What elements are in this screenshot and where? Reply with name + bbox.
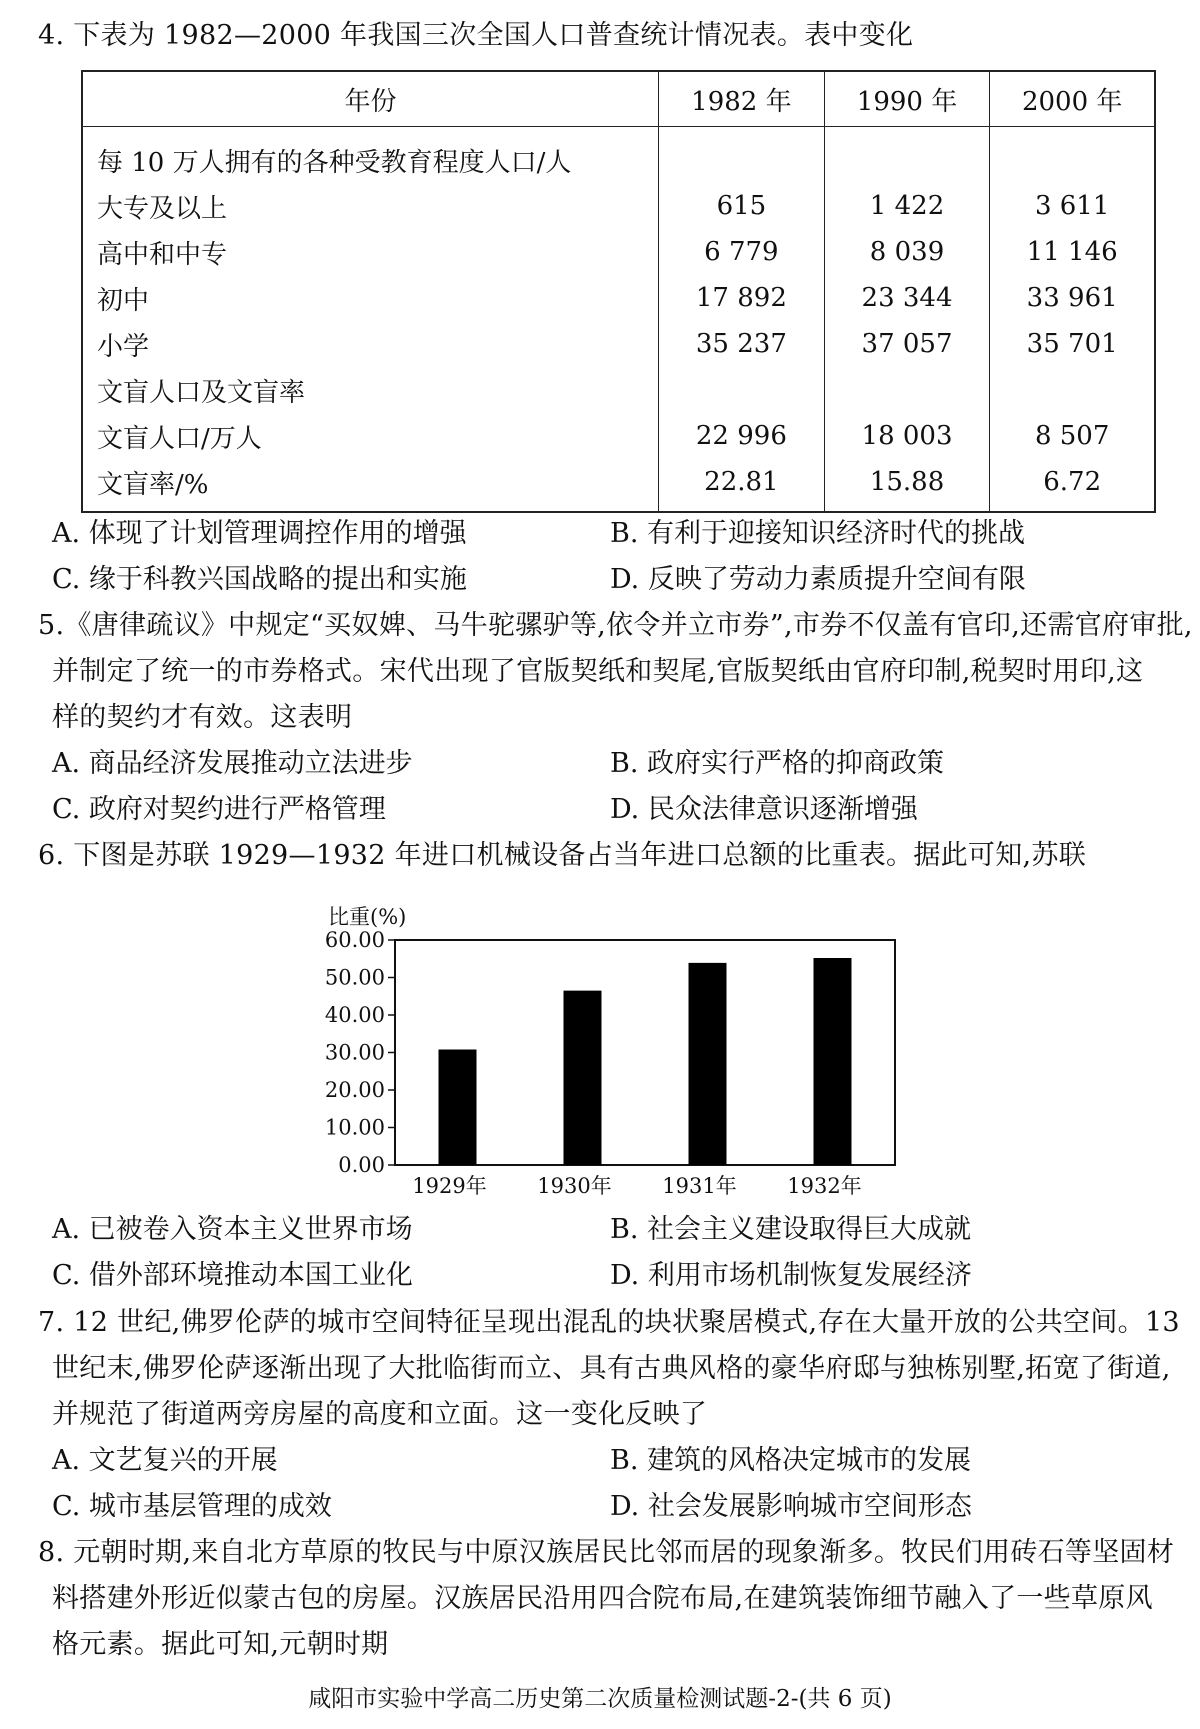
q8-line-2: 料搭建外形近似蒙古包的房屋。汉族居民沿用四合院布局,在建筑装饰细节融入了一些草原风 bbox=[52, 1583, 1153, 1614]
table-row bbox=[82, 321, 1155, 367]
q5-line-3: 样的契约才有效。这表明 bbox=[52, 702, 353, 733]
cell: 8 039 bbox=[824, 229, 990, 275]
census-table bbox=[81, 70, 1156, 513]
chart-x-tick-label: 1929年 bbox=[412, 1174, 487, 1198]
chart-bar bbox=[564, 991, 602, 1165]
q5-option-c[interactable]: C. 政府对契约进行严格管理 bbox=[52, 794, 386, 825]
cell bbox=[990, 367, 1155, 413]
q6-option-d[interactable]: D. 利用市场机制恢复发展经济 bbox=[610, 1260, 972, 1291]
q7-line-2: 世纪末,佛罗伦萨逐渐出现了大批临街而立、具有古典风格的豪华府邸与独栋别墅,拓宽了街道, bbox=[52, 1353, 1171, 1384]
chart-y-tick-label: 0.00 bbox=[338, 1153, 385, 1177]
cell bbox=[990, 127, 1155, 184]
chart-y-tick-label: 10.00 bbox=[324, 1115, 385, 1140]
cell: 22.81 bbox=[659, 459, 825, 512]
q8-line-1: 8. 元朝时期,来自北方草原的牧民与中原汉族居民比邻而居的现象渐多。牧民们用砖石等坚固材 bbox=[38, 1537, 1175, 1568]
q6-option-c[interactable]: C. 借外部环境推动本国工业化 bbox=[52, 1260, 413, 1291]
q4-option-c[interactable]: C. 缘于科教兴国战略的提出和实施 bbox=[52, 564, 467, 595]
table-row bbox=[82, 367, 1155, 413]
import-share-bar-chart bbox=[320, 890, 900, 1210]
q5-line-2: 并制定了统一的市券格式。宋代出现了官版契纸和契尾,官版契纸由官府印制,税契时用印,这 bbox=[52, 656, 1144, 687]
row-label: 高中和中专 bbox=[82, 229, 659, 275]
page-footer: 咸阳市实验中学高二历史第二次质量检测试题-2-(共 6 页) bbox=[308, 1686, 892, 1712]
header-1982: 1982 年 bbox=[659, 71, 825, 127]
table-row bbox=[82, 229, 1155, 275]
row-label: 大专及以上 bbox=[82, 183, 659, 229]
row-label: 小学 bbox=[82, 321, 659, 367]
table-row bbox=[82, 459, 1155, 512]
cell bbox=[659, 367, 825, 413]
cell: 17 892 bbox=[659, 275, 825, 321]
q7-line-1: 7. 12 世纪,佛罗伦萨的城市空间特征呈现出混乱的块状聚居模式,存在大量开放的公共空间。13 bbox=[38, 1307, 1180, 1338]
q4-option-b[interactable]: B. 有利于迎接知识经济时代的挑战 bbox=[610, 518, 1026, 549]
q5-option-b[interactable]: B. 政府实行严格的抑商政策 bbox=[610, 748, 945, 779]
cell: 6 779 bbox=[659, 229, 825, 275]
cell: 15.88 bbox=[824, 459, 990, 512]
table-row bbox=[82, 183, 1155, 229]
chart-y-tick-label: 50.00 bbox=[324, 965, 385, 990]
q7-option-a[interactable]: A. 文艺复兴的开展 bbox=[52, 1445, 278, 1476]
q5-option-a[interactable]: A. 商品经济发展推动立法进步 bbox=[52, 748, 413, 779]
q8-line-3: 格元素。据此可知,元朝时期 bbox=[52, 1629, 389, 1660]
q6-option-a[interactable]: A. 已被卷入资本主义世界市场 bbox=[52, 1214, 413, 1245]
row-label: 文盲人口及文盲率 bbox=[82, 367, 659, 413]
row-label: 初中 bbox=[82, 275, 659, 321]
header-year: 年份 bbox=[82, 71, 659, 127]
cell: 18 003 bbox=[824, 413, 990, 459]
row-label: 每 10 万人拥有的各种受教育程度人口/人 bbox=[82, 127, 659, 184]
chart-x-tick-label: 1930年 bbox=[537, 1174, 612, 1198]
cell bbox=[824, 367, 990, 413]
q7-line-3: 并规范了街道两旁房屋的高度和立面。这一变化反映了 bbox=[52, 1399, 708, 1430]
cell: 8 507 bbox=[1034, 421, 1110, 451]
cell: 615 bbox=[659, 183, 825, 229]
q4-option-a[interactable]: A. 体现了计划管理调控作用的增强 bbox=[52, 518, 467, 549]
chart-bar bbox=[814, 958, 852, 1165]
cell: 35 237 bbox=[659, 321, 825, 367]
cell: 6.72 bbox=[1043, 467, 1102, 497]
cell: 1 422 bbox=[824, 183, 990, 229]
q6-stem: 6. 下图是苏联 1929—1932 年进口机械设备占当年进口总额的比重表。据此可知,苏联 bbox=[38, 840, 1087, 871]
q6-option-b[interactable]: B. 社会主义建设取得巨大成就 bbox=[610, 1214, 972, 1245]
q4-option-d[interactable]: D. 反映了劳动力素质提升空间有限 bbox=[610, 564, 1026, 595]
chart-y-tick-label: 40.00 bbox=[324, 1003, 385, 1027]
cell: 23 344 bbox=[824, 275, 990, 321]
q7-option-b[interactable]: B. 建筑的风格决定城市的发展 bbox=[610, 1445, 972, 1476]
table-row bbox=[82, 275, 1155, 321]
table-row bbox=[82, 127, 1155, 184]
cell bbox=[824, 127, 990, 184]
q7-option-c[interactable]: C. 城市基层管理的成效 bbox=[52, 1491, 332, 1522]
cell: 3 611 bbox=[1034, 191, 1110, 221]
header-2000: 2000 年 bbox=[990, 71, 1155, 127]
row-label: 文盲率/% bbox=[82, 459, 659, 512]
table-row bbox=[82, 413, 1155, 459]
chart-y-tick-label: 60.00 bbox=[324, 928, 385, 952]
chart-bar bbox=[689, 963, 727, 1165]
chart-y-axis-label: 比重(%) bbox=[328, 905, 407, 929]
chart-x-tick-label: 1931年 bbox=[662, 1174, 737, 1198]
chart-y-tick-label: 20.00 bbox=[324, 1078, 385, 1102]
cell: 11 146 bbox=[1026, 237, 1118, 267]
header-1990: 1990 年 bbox=[824, 71, 990, 127]
chart-x-tick-label: 1932年 bbox=[787, 1174, 862, 1198]
row-label: 文盲人口/万人 bbox=[82, 413, 659, 459]
cell bbox=[659, 127, 825, 184]
cell: 22 996 bbox=[659, 413, 825, 459]
chart-y-tick-label: 30.00 bbox=[324, 1040, 385, 1065]
cell: 35 701 bbox=[1026, 329, 1118, 359]
q5-option-d[interactable]: D. 民众法律意识逐渐增强 bbox=[610, 794, 918, 825]
q7-option-d[interactable]: D. 社会发展影响城市空间形态 bbox=[610, 1491, 972, 1522]
cell: 37 057 bbox=[824, 321, 990, 367]
q5-line-1: 5.《唐律疏议》中规定“买奴婢、马牛驼骡驴等,依令并立市券”,市券不仅盖有官印,还需官府审批, bbox=[38, 610, 1193, 641]
table-header-row bbox=[82, 71, 1155, 127]
chart-bar bbox=[439, 1050, 477, 1166]
cell: 33 961 bbox=[1026, 283, 1118, 313]
q4-stem: 4. 下表为 1982—2000 年我国三次全国人口普查统计情况表。表中变化 bbox=[38, 20, 914, 51]
